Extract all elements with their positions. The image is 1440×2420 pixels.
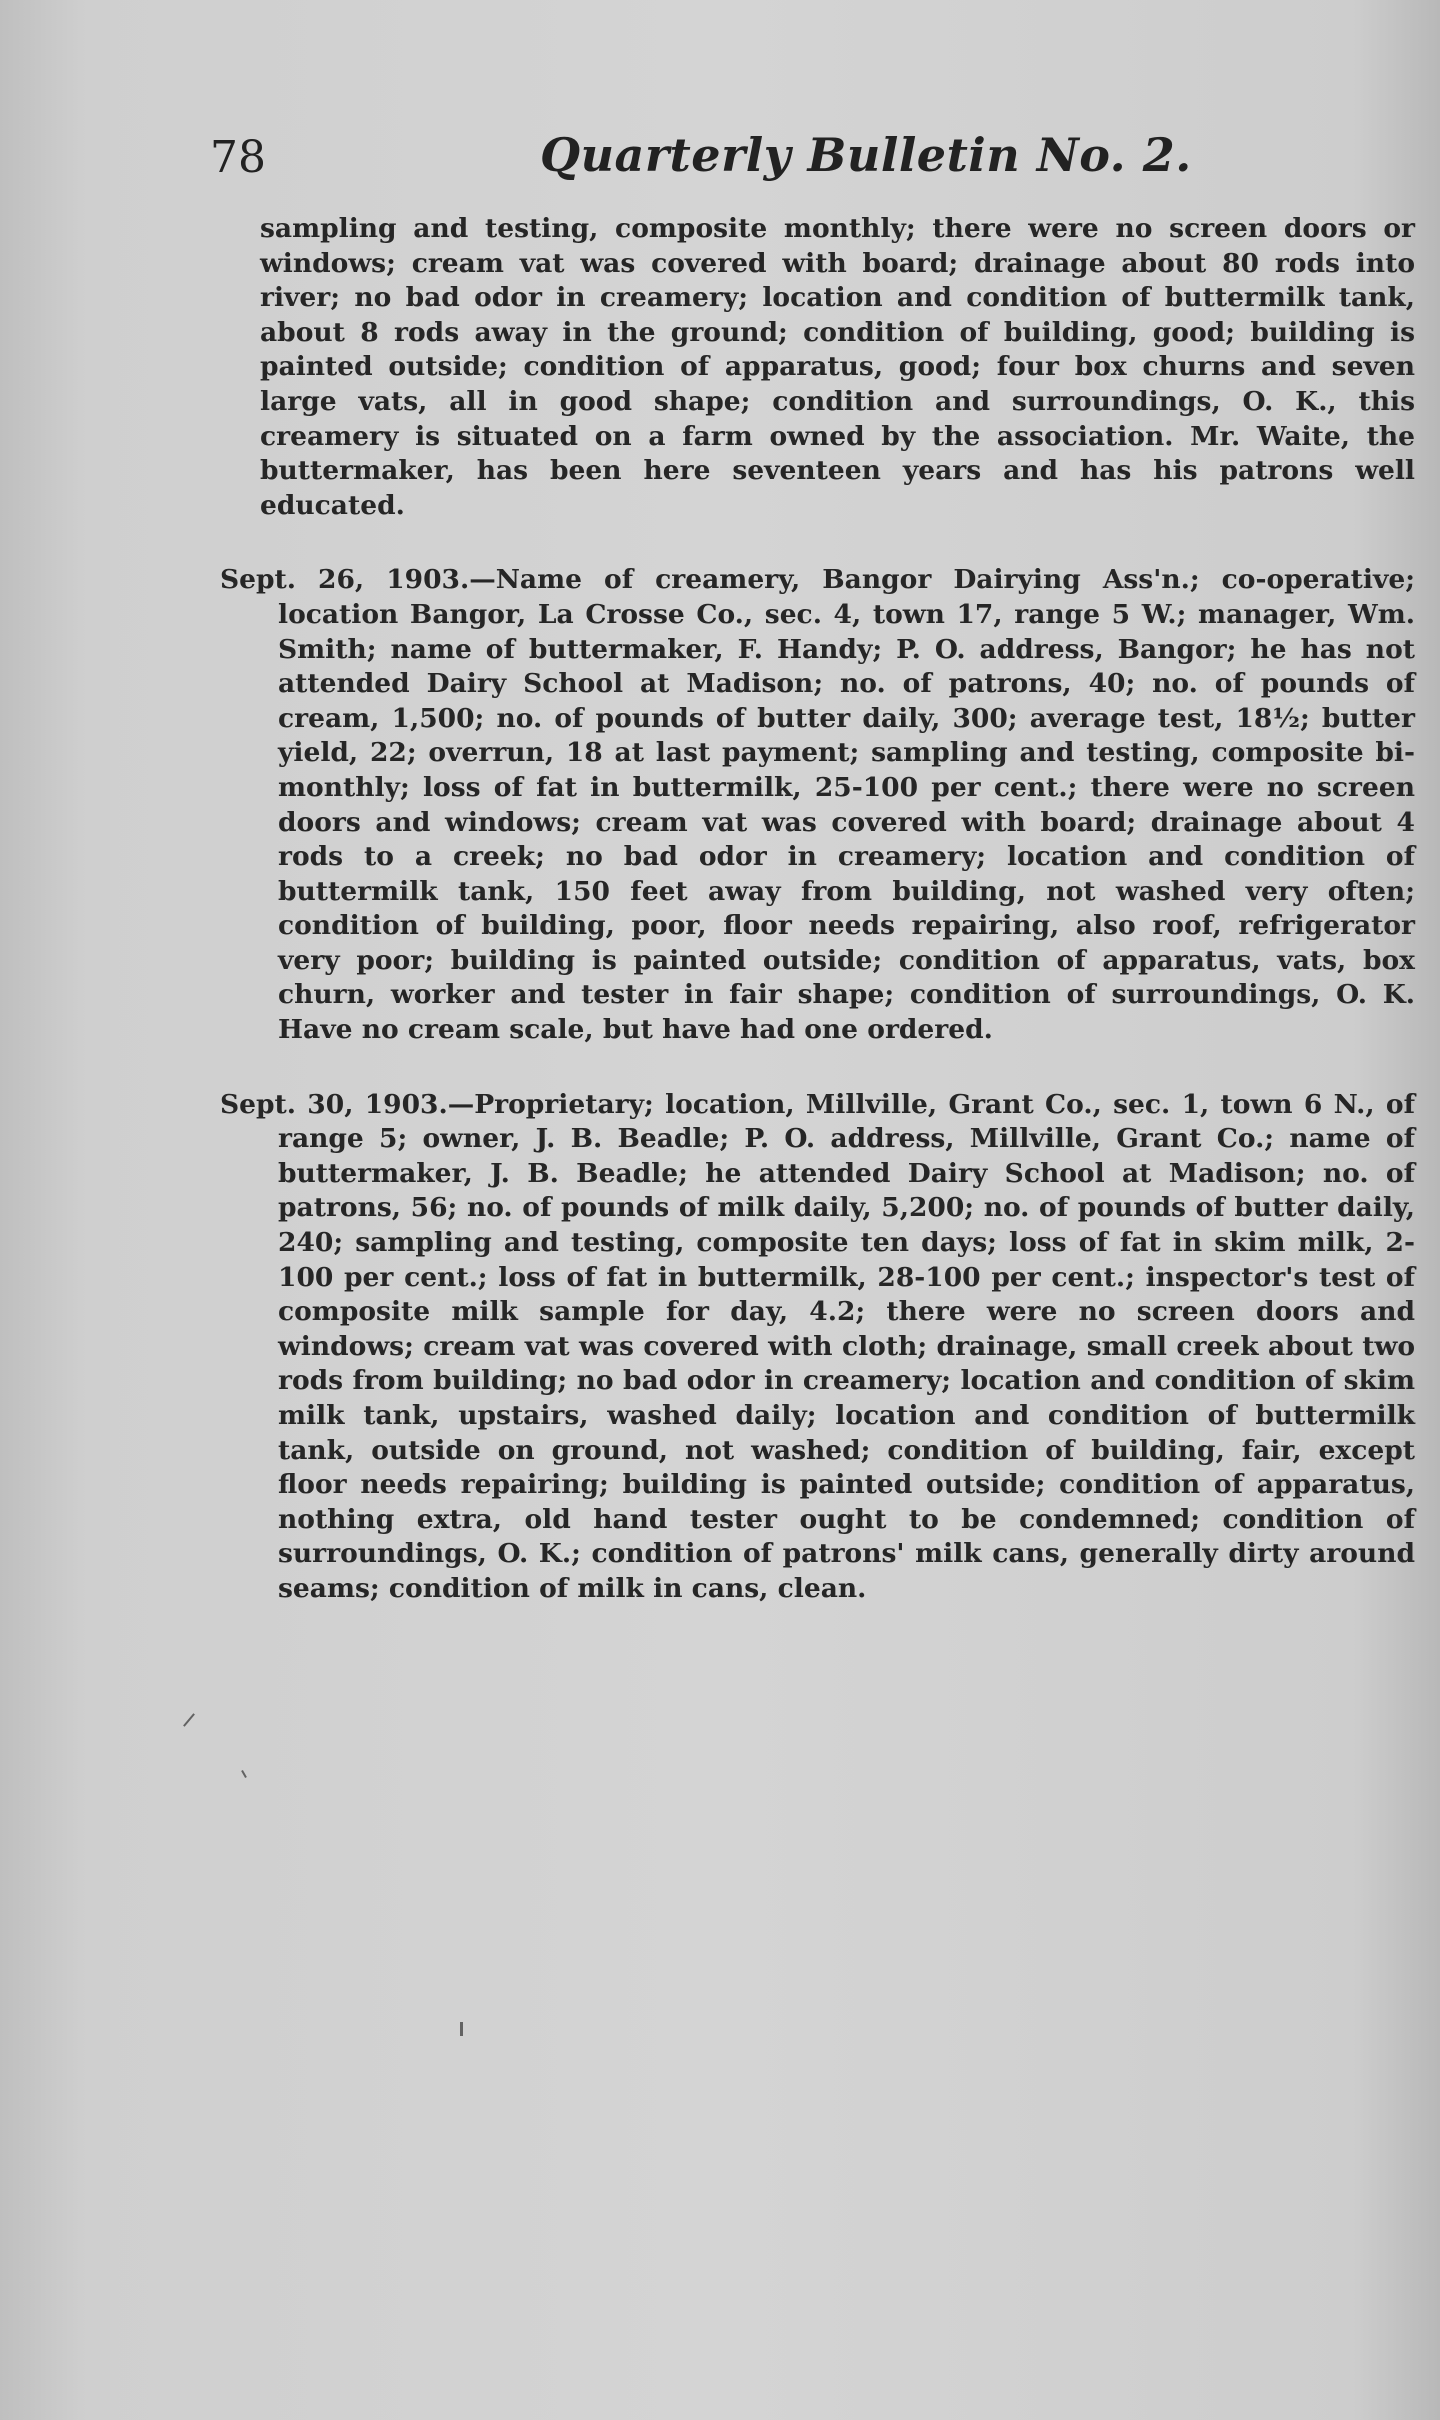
entry-continued-paragraph — [260, 212, 1415, 523]
running-title: Quarterly Bulletin No. 2. — [540, 128, 1192, 182]
entry-text: —Proprietary; location, Millville, Grant Co., sec. 1, town 6 N., of range 5; owner, J. B. Beadle; P. O. address, Millville, Grant Co.; name of buttermaker, J. B. Beadle; he attended Dairy School at Madison; no. of patrons, 56; no. of pounds of milk daily, 5,200; no. of pounds of butter daily, 240; sampling and testing, composite ten days; loss of fat in skim milk, 2-100 per cent.; loss of fat in buttermilk, 28-100 per cent.; inspector's test of composite milk sample for day, 4.2; there were no screen doors and windows; cream vat was covered with cloth; drainage, small creek about two rods from building; no bad odor in creamery; location and condition of skim milk tank, upstairs, washed daily; location and condition of buttermilk tank, outside on ground, not washed; condition of building, fair, except floor needs repairing; building is painted outside; condition of apparatus, nothing extra, old hand tester ought to be condemned; condition of surroundings, O. K.; condition of patrons' milk cans, generally dirty around seams; condition of milk in cans, clean. — [278, 1088, 1415, 1604]
paper-speck — [183, 1713, 195, 1727]
entry-text: —Name of creamery, Bangor Dairying Ass'n.; co-operative; location Bangor, La Crosse Co., sec. 4, town 17, range 5 W.; manager, Wm. Smith; name of buttermaker, F. Handy; P. O. address, Bangor; he has not attended Dairy School at Madison; no. of patrons, 40; no. of pounds of cream, 1,500; no. of pounds of butter daily, 300; average test, 18½; butter yield, 22; overrun, 18 at last payment; sampling and testing, composite bi-monthly; loss of fat in buttermilk, 25-100 per cent.; there were no screen doors and windows; cream vat was covered with board; drainage about 4 rods to a creek; no bad odor in creamery; location and condition of buttermilk tank, 150 feet away from building, not washed very often; condition of building, poor, floor needs repairing, also roof, refrigerator very poor; building is painted outside; condition of apparatus, vats, box churn, worker and tester in fair shape; condition of surroundings, O. K. Have no cream scale, but have had one ordered. — [278, 564, 1416, 1046]
entry-text: sampling and testing, composite monthly; there were no screen doors or windows; cream vat was covered with board; drainage about 80 rods into river; no bad odor in creamery; location and condition of buttermilk tank, about 8 rods away in the ground; condition of building, good; building is painted outside; condition of apparatus, good; four box churns and seven large vats, all in good shape; condition and surroundings, O. K., this creamery is situated on a farm owned by the association. Mr. Waite, the buttermaker, has been here seventeen years and has his patrons well educated. — [260, 213, 1415, 521]
page-number: 78 — [210, 132, 266, 183]
paper-speck — [241, 1770, 247, 1778]
entry-millville-paragraph — [220, 1088, 1415, 1607]
body-text — [220, 212, 1415, 1607]
paper-speck — [460, 2022, 463, 2036]
entry-date: Sept. 26, 1903. — [220, 564, 470, 596]
entry-date: Sept. 30, 1903. — [220, 1088, 448, 1120]
entry-bangor-paragraph — [220, 563, 1415, 1047]
